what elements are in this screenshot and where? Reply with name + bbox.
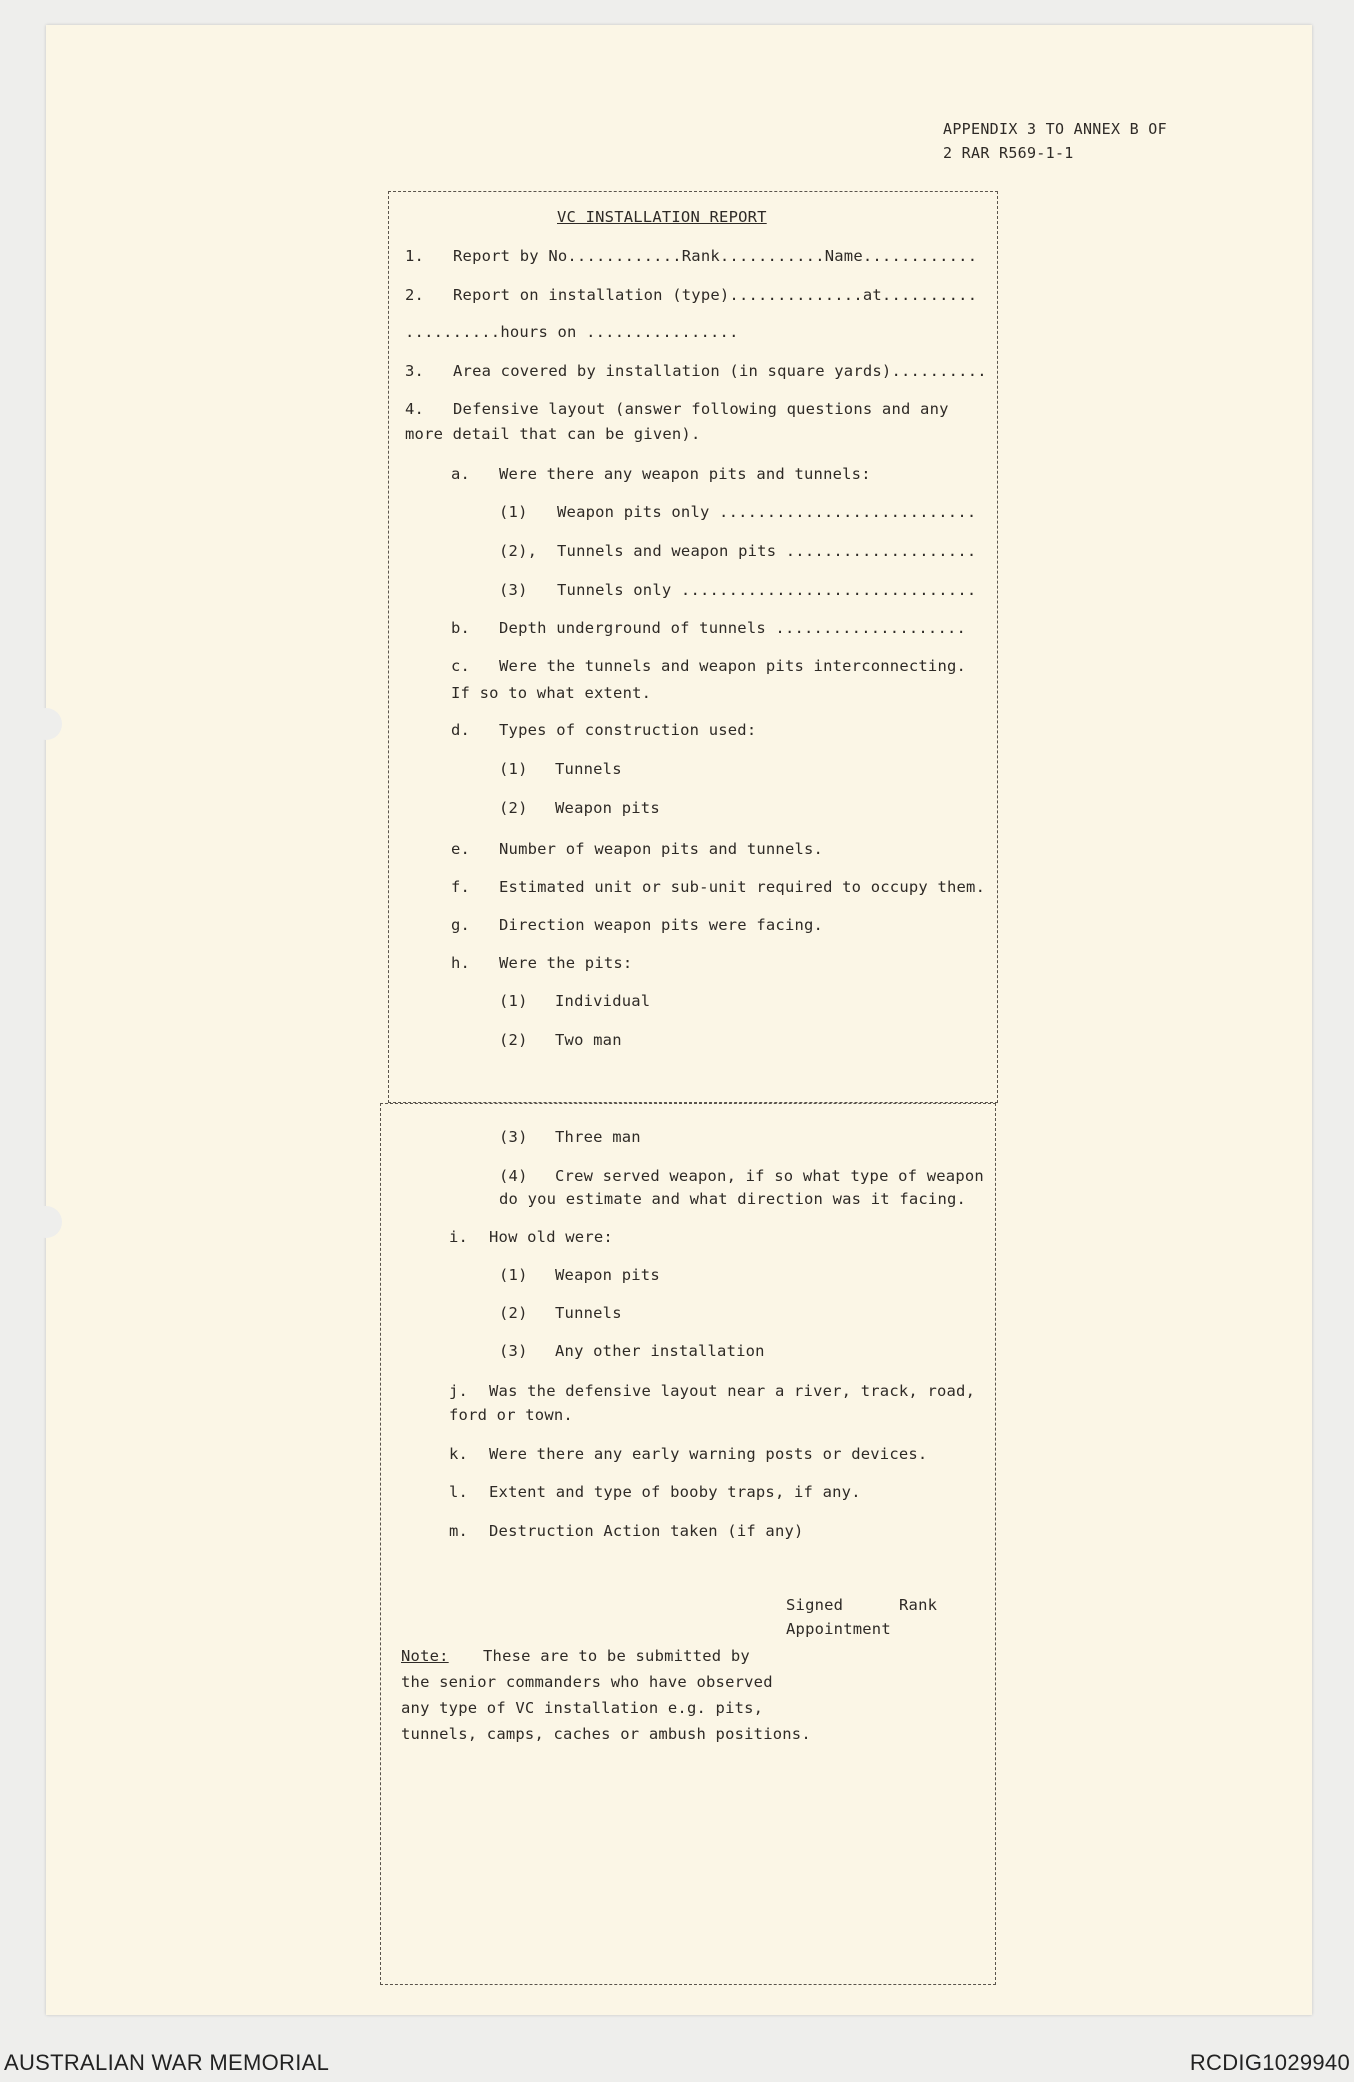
item-k — [449, 1445, 928, 1463]
item-j — [449, 1382, 976, 1400]
item-letter: j. — [449, 1382, 469, 1400]
sub-item — [499, 1304, 622, 1322]
item-text: Were there any weapon pits and tunnels: — [499, 465, 871, 483]
item-text: Were there any early warning posts or devices. — [489, 1445, 928, 1463]
item-letter: e. — [451, 840, 471, 858]
note-line: any type of VC installation e.g. pits, — [401, 1699, 764, 1717]
sub-item-text: Weapon pits — [555, 799, 660, 817]
sub-item-text: Tunnels — [555, 760, 622, 778]
sub-item-text: Any other installation — [555, 1342, 765, 1360]
sub-item — [499, 581, 977, 599]
sub-item-text: Tunnels only ............................... — [557, 581, 977, 599]
item-letter: k. — [449, 1445, 469, 1463]
appointment-label: Appointment — [786, 1620, 891, 1638]
form-title: VC INSTALLATION REPORT — [557, 208, 767, 226]
document-page — [46, 25, 1312, 2015]
sub-item-number: (2), — [499, 542, 538, 560]
sub-item-number: (1) — [499, 1266, 528, 1284]
item-f — [451, 878, 986, 896]
report-form-box-2 — [380, 1103, 996, 1985]
item-letter: l. — [449, 1483, 469, 1501]
sub-item-text: Two man — [555, 1031, 622, 1049]
item-l — [449, 1483, 861, 1501]
sub-item-number: (2) — [499, 799, 528, 817]
question-1 — [405, 247, 978, 265]
item-letter: a. — [451, 465, 471, 483]
item-letter: i. — [449, 1228, 469, 1246]
appendix-reference — [943, 117, 1167, 165]
question-number: 3. — [405, 362, 425, 380]
sub-item — [499, 1266, 660, 1284]
item-text: Number of weapon pits and tunnels. — [499, 840, 824, 858]
item-text: Was the defensive layout near a river, track, road, — [489, 1382, 976, 1400]
sub-item-text: Tunnels and weapon pits .................... — [557, 542, 977, 560]
footer-institution: AUSTRALIAN WAR MEMORIAL — [4, 2050, 330, 2075]
question-text: Report by No............Rank...........Name............ — [453, 247, 978, 265]
sub-item — [499, 542, 977, 560]
item-i — [449, 1228, 613, 1246]
sub-item-text: Tunnels — [555, 1304, 622, 1322]
appendix-line-1: APPENDIX 3 TO ANNEX B OF — [943, 120, 1167, 138]
question-4-continuation: more detail that can be given). — [405, 425, 701, 443]
item-g — [451, 916, 824, 934]
note-label: Note: — [401, 1647, 449, 1665]
question-2-continuation: ..........hours on ................ — [405, 323, 739, 341]
signed-label: Signed — [786, 1596, 844, 1614]
item-c-continuation: If so to what extent. — [451, 684, 652, 702]
question-2 — [405, 286, 978, 304]
item-text: Extent and type of booby traps, if any. — [489, 1483, 861, 1501]
item-m — [449, 1522, 804, 1540]
item-text: Direction weapon pits were facing. — [499, 916, 824, 934]
question-text: Area covered by installation (in square yards).......... — [453, 362, 987, 380]
sub-item-text: Weapon pits only ........................... — [557, 503, 977, 521]
item-d — [451, 721, 757, 739]
item-letter: f. — [451, 878, 471, 896]
sub-item-continuation: do you estimate and what direction was it facing. — [499, 1190, 967, 1208]
question-text: Report on installation (type)..............at.......... — [453, 286, 978, 304]
sub-item-number: (1) — [499, 760, 528, 778]
sub-item — [499, 992, 651, 1010]
sub-item — [499, 1342, 765, 1360]
footer-catalogue-id: RCDIG1029940 — [1189, 2050, 1350, 2075]
item-text: How old were: — [489, 1228, 613, 1246]
sub-item-number: (2) — [499, 1031, 528, 1049]
item-e — [451, 840, 824, 858]
item-text: Depth underground of tunnels .................... — [499, 619, 967, 637]
sub-item-text: Individual — [555, 992, 651, 1010]
question-number: 2. — [405, 286, 425, 304]
sub-item-number: (3) — [499, 581, 528, 599]
rank-label: Rank — [899, 1596, 938, 1614]
sub-item-number: (3) — [499, 1342, 528, 1360]
item-c — [451, 657, 967, 675]
sub-item-text: Three man — [555, 1128, 641, 1146]
question-4 — [405, 400, 949, 418]
item-a — [451, 465, 871, 483]
sub-item — [499, 503, 977, 521]
sub-item — [499, 1128, 641, 1146]
note-line: tunnels, camps, caches or ambush positions. — [401, 1725, 811, 1743]
item-text: Estimated unit or sub-unit required to occupy them. — [499, 878, 986, 896]
note-line: These are to be submitted by — [483, 1647, 750, 1665]
question-number: 4. — [405, 400, 425, 418]
sub-item — [499, 1031, 622, 1049]
sub-item-number: (2) — [499, 1304, 528, 1322]
question-number: 1. — [405, 247, 425, 265]
item-letter: h. — [451, 954, 471, 972]
sub-item-number: (1) — [499, 503, 528, 521]
sub-item-text: Weapon pits — [555, 1266, 660, 1284]
punch-hole — [30, 1206, 62, 1238]
item-letter: g. — [451, 916, 471, 934]
appendix-line-2: 2 RAR R569-1-1 — [943, 144, 1074, 162]
item-text: Destruction Action taken (if any) — [489, 1522, 804, 1540]
sub-item — [499, 760, 622, 778]
item-letter: c. — [451, 657, 471, 675]
item-h — [451, 954, 633, 972]
note-line: the senior commanders who have observed — [401, 1673, 773, 1691]
sub-item-text: Crew served weapon, if so what type of weapon — [555, 1167, 984, 1185]
item-letter: m. — [449, 1522, 469, 1540]
sub-item — [499, 1167, 984, 1185]
item-letter: d. — [451, 721, 471, 739]
report-form-box-1 — [388, 191, 998, 1103]
item-letter: b. — [451, 619, 471, 637]
item-j-continuation: ford or town. — [449, 1406, 573, 1424]
sub-item — [499, 799, 660, 817]
sub-item-number: (3) — [499, 1128, 528, 1146]
item-b — [451, 619, 967, 637]
punch-hole — [30, 708, 62, 740]
question-text: Defensive layout (answer following questions and any — [453, 400, 949, 418]
item-text: Were the pits: — [499, 954, 633, 972]
sub-item-number: (1) — [499, 992, 528, 1010]
item-text: Were the tunnels and weapon pits interconnecting. — [499, 657, 967, 675]
item-text: Types of construction used: — [499, 721, 757, 739]
question-3 — [405, 362, 987, 380]
sub-item-number: (4) — [499, 1167, 528, 1185]
